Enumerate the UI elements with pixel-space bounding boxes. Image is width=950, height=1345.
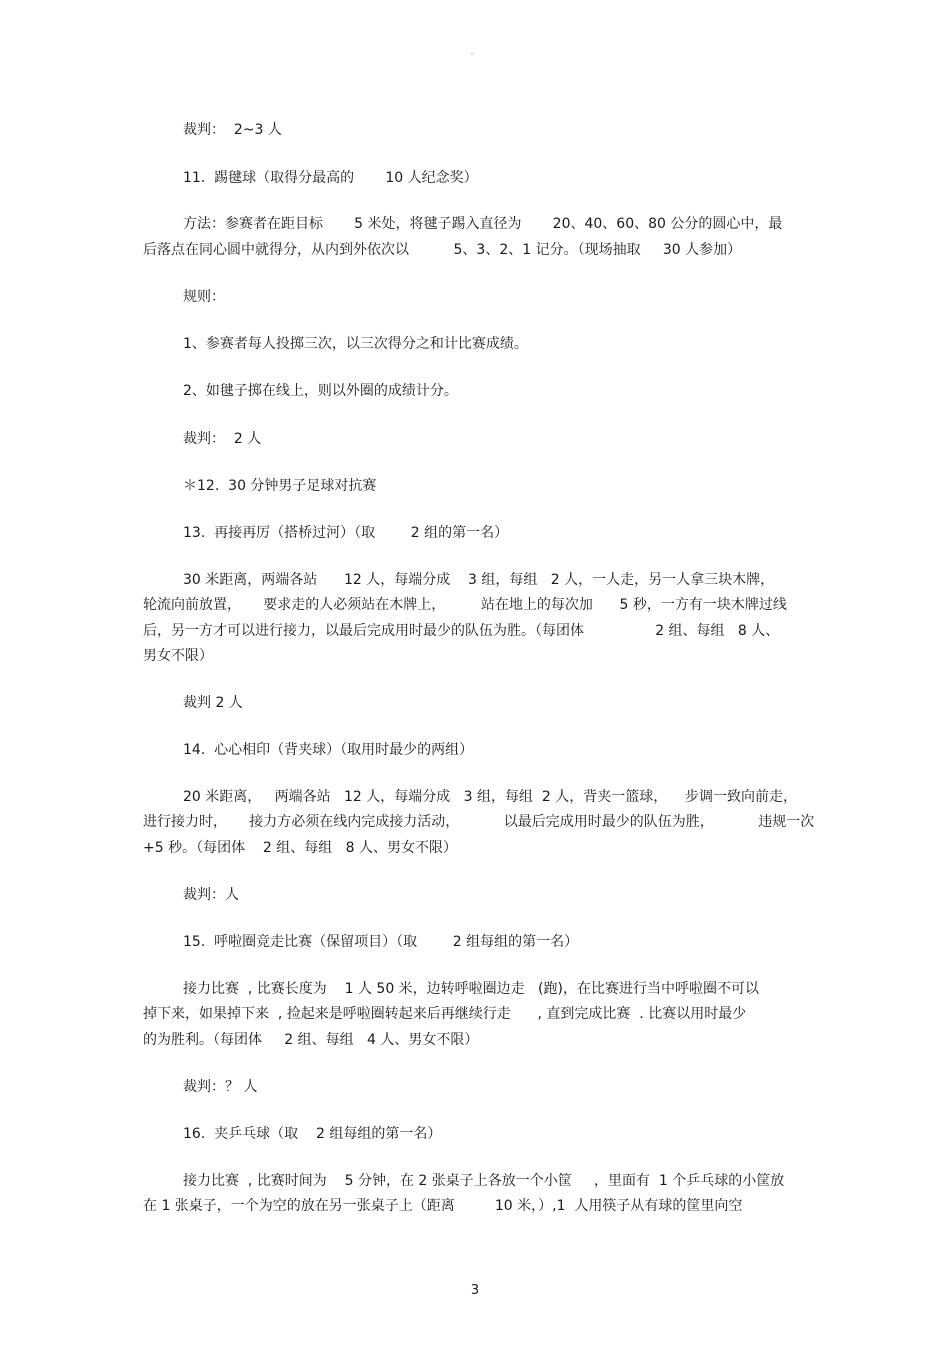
section-heading-15: 15. 呼啦圈竞走比赛（保留项目）（取 2 组每组的第一名）: [183, 934, 579, 950]
paragraph-line: 男女不限）: [143, 648, 213, 664]
referee-line: 裁判：？ 人: [183, 1079, 258, 1095]
paragraph-line: 后，另一方才可以进行接力，以最后完成用时最少的队伍为胜。（每团体 2 组、每组 8 人、: [143, 623, 780, 639]
paragraph-line: 后落点在同心圆中就得分，从内到外依次以 5、3、2、1 记分。（现场抽取 30 人参加）: [143, 242, 742, 258]
section-heading-11: 11. 踢毽球（取得分最高的 10 人纪念奖）: [183, 170, 478, 186]
paragraph-line: 接力比赛 , 比赛时间为 5 分钟，在 2 张桌子上各放一个小筐 ，里面有 1 个乒乓球的小筐放: [183, 1173, 785, 1189]
referee-line: 裁判： 2 人: [183, 431, 262, 447]
referee-line: 裁判 2 人: [183, 695, 243, 711]
section-heading-12: ＊12. 30 分钟男子足球对抗赛: [183, 478, 377, 494]
paragraph-line: 20 米距离， 两端各站 12 人，每端分成 3 组，每组 2 人，背夹一篮球， 步调一致向前走，: [183, 789, 797, 805]
paragraph-line: 30 米距离，两端各站 12 人，每端分成 3 组，每组 2 人，一人走，另一人拿三块木牌，: [183, 572, 775, 588]
paragraph-line: 的为胜利。（每团体 2 组、每组 4 人、男女不限）: [143, 1032, 479, 1048]
paragraph-line: 进行接力时， 接力方必须在线内完成接力活动， 以最后完成用时最少的队伍为胜， 违规一次: [143, 814, 815, 830]
referee-line: 裁判： 2~3 人: [183, 122, 282, 138]
referee-line: 裁判：人: [183, 887, 239, 903]
header-mark: 。: [470, 47, 480, 57]
page-number: 3: [470, 1283, 480, 1298]
paragraph-line: +5 秒。（每团体 2 组、每组 8 人、男女不限）: [143, 840, 457, 856]
paragraph-line: 在 1 张桌子，一个为空的放在另一张桌子上（距离 10 米，）,1 人用筷子从有球的筐里向空: [143, 1198, 743, 1214]
rule-item: 1、参赛者每人投掷三次，以三次得分之和计比赛成绩。: [183, 336, 528, 352]
paragraph-line: 方法：参赛者在距目标 5 米处，将毽子踢入直径为 20、40、60、80 公分的圆心中，最: [183, 216, 783, 232]
paragraph-line: 轮流向前放置， 要求走的人必须站在木牌上， 站在地上的每次加 5 秒，一方有一块木牌过线: [143, 597, 787, 613]
rules-heading: 规则：: [183, 289, 225, 305]
paragraph-line: 掉下来，如果掉下来 , 捡起来是呼啦圈转起来后再继续行走 , 直到完成比赛 . 比赛以用时最少: [143, 1006, 747, 1022]
section-heading-16: 16. 夹乒乓球（取 2 组每组的第一名）: [183, 1126, 442, 1142]
section-heading-14: 14. 心心相印（背夹球）（取用时最少的两组）: [183, 742, 474, 758]
paragraph-line: 接力比赛 , 比赛长度为 1 人 50 米，边转呼啦圈边走 (跑)，在比赛进行当中呼啦圈不可以: [183, 981, 759, 997]
rule-item: 2、如毽子掷在线上，则以外圈的成绩计分。: [183, 383, 458, 399]
section-heading-13: 13. 再接再厉（搭桥过河）（取 2 组的第一名）: [183, 525, 509, 541]
